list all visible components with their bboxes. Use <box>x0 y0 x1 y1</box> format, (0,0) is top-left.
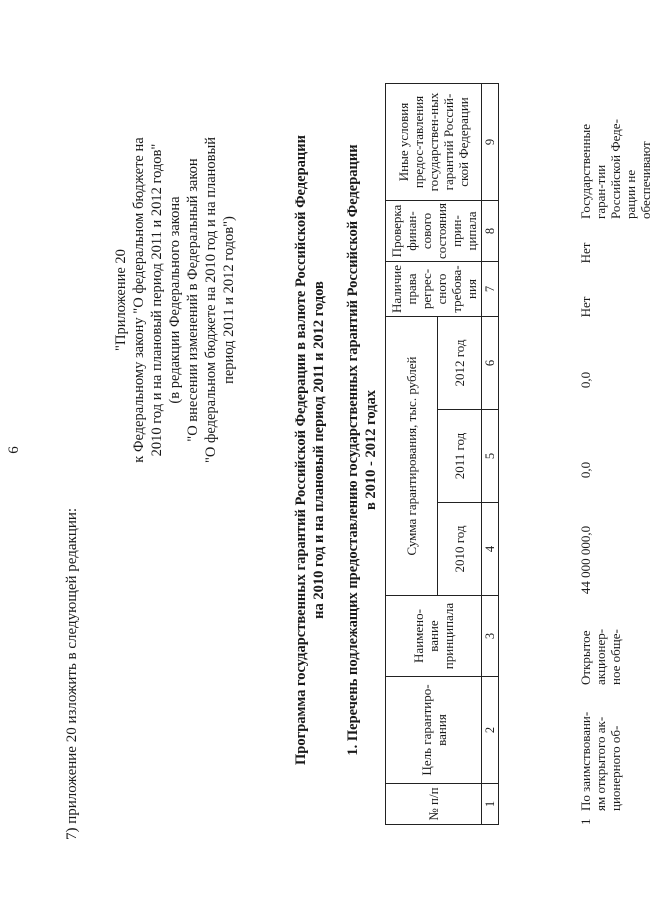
column-number: 4 <box>482 503 499 596</box>
header-2010: 2010 год <box>438 503 482 596</box>
header-principal: Наимено-вание принципала <box>386 596 482 677</box>
section-title-line: 1. Перечень подлежащих предоставлению государственных гарантий Российской Федерации <box>345 144 361 756</box>
column-number: 3 <box>482 596 499 677</box>
program-title <box>292 0 328 900</box>
header-2012: 2012 год <box>438 317 482 410</box>
appendix-line: период 2011 и 2012 годов") <box>221 216 237 384</box>
intro-text: 7) приложение 20 изложить в следующей редакции: <box>64 507 80 840</box>
page-number: 6 <box>6 446 22 454</box>
guarantees-table <box>385 83 499 825</box>
column-number: 8 <box>482 201 499 262</box>
appendix-line: 2010 год и на плановый период 2011 и 2012 годов" <box>149 143 165 457</box>
appendix-line: "О федеральном бюджете на 2010 год и на плановый <box>203 136 219 464</box>
row-purpose: По заимствовани-ям открытого ак-ционерного об- <box>578 711 623 811</box>
section-title <box>344 0 380 900</box>
program-title-line: Программа государственных гарантий Российской Федерации в валюте Российской Федерации <box>293 135 309 765</box>
row-2012: 0,0 <box>578 371 593 389</box>
header-purpose: Цель гарантиро-вания <box>386 677 482 784</box>
row-regress: Нет <box>578 296 593 318</box>
row-other: Государственные гаран-тии Российской Феде-рации не обеспечивают <box>578 119 653 219</box>
column-number: 5 <box>482 410 499 503</box>
appendix-header <box>112 70 238 530</box>
header-regress: Наличие права регрес-сного требова-ния <box>386 262 482 317</box>
column-number: 1 <box>482 784 499 825</box>
column-number: 9 <box>482 84 499 201</box>
header-amount-group: Сумма гарантирования, тыс. рублей <box>386 317 438 596</box>
header-other: Иные условия предос-тавления государствен-ных гарантий Россий-ской Федерации <box>386 84 482 201</box>
program-title-line: на 2010 год и на плановый период 2011 и 2012 годов <box>311 281 327 619</box>
appendix-line: "Приложение 20 <box>113 249 129 351</box>
header-check: Проверка финан-сового состояния прин-ципала <box>386 201 482 262</box>
appendix-line: "О внесении изменений в Федеральный закон <box>185 158 201 442</box>
row-check: Нет <box>578 242 593 264</box>
row-2010: 44 000 000,0 <box>578 525 593 595</box>
appendix-line: к Федеральному закону "О федеральном бюджете на <box>131 137 147 463</box>
column-number: 7 <box>482 262 499 317</box>
header-num: № п/п <box>386 784 482 825</box>
row-2011: 0,0 <box>578 461 593 479</box>
appendix-line: (в редакции Федерального закона <box>167 196 183 404</box>
header-2011: 2011 год <box>438 410 482 503</box>
row-principal: Открытое акционер-ное обще- <box>578 628 623 685</box>
section-title-line: в 2010 - 2012 годах <box>363 389 379 511</box>
column-number: 2 <box>482 677 499 784</box>
row-num: 1 <box>578 818 593 825</box>
column-number: 6 <box>482 317 499 410</box>
